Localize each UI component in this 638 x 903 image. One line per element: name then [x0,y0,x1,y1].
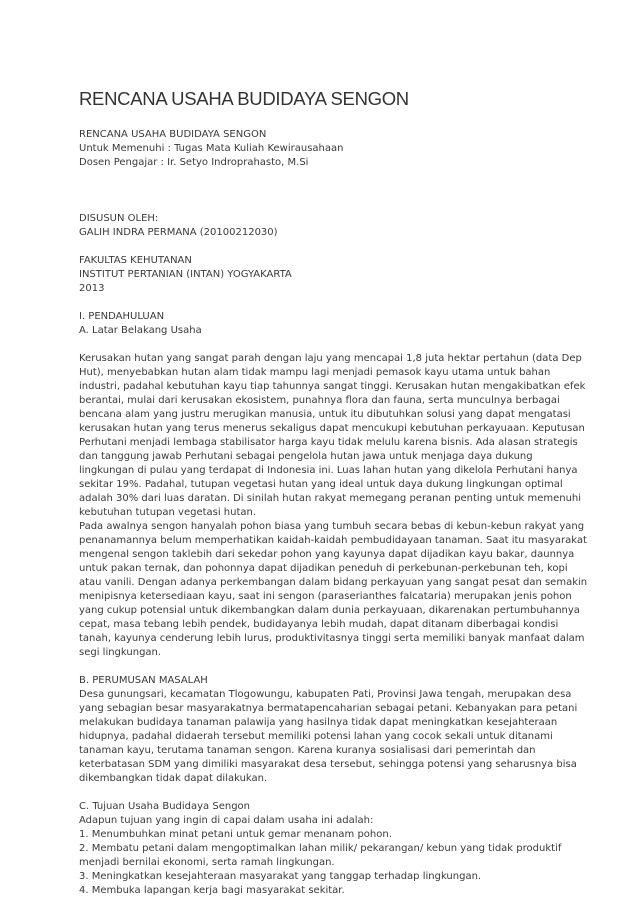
body-line: kebutuhan tutupan vegetasi hutan. [79,507,257,518]
section-heading: C. Tujuan Usaha Budidaya Sengon [79,801,250,812]
subsection-heading: A. Latar Belakang Usaha [79,325,202,336]
section-heading: I. PENDAHULUAN [79,311,165,322]
list-item: 3. Meningkatkan kesejahteraan masyarakat yang tanggap terhadap lingkungan. [79,871,482,882]
body-line: tanah, kayunya cenderung lebih lurus, produktivitasnya tinggi serta memiliki banyak manfaat dalam [79,633,585,644]
body-line: melakukan budidaya tanaman palawija yang hasilnya tidak dapat meningkatkan kesejahteraan [79,717,558,728]
body-line: bencana alam yang justru merugikan manusia, untuk itu dibutuhkan solusi yang dapat mengatasi [79,409,571,420]
list-item: menjadi bernilai ekonomi, serta ramah lingkungan. [79,857,335,868]
body-line: keterbatasan SDM yang dimiliki masyarakat desa tersebut, sehingga potensi yang seharusnya bisa [79,759,577,770]
body-line: Perhutani menjadi lembaga stabilisator harga kayu tidak melulu karena bisnis. Ada alasan strategis [79,437,578,448]
institution-line: INSTITUT PERTANIAN (INTAN) YOGYAKARTA [79,269,292,280]
body-line: tanaman kayu, terutama tanaman sengon. Karena kuranya sosialisasi dari pemerintah dan [79,745,536,756]
tujuan-section [79,800,579,898]
list-item: 4. Membuka lapangan kerja bagi masyarakat sekitar. [79,885,345,896]
list-item: 1. Menumbuhkan minat petani untuk gemar menanam pohon. [79,829,392,840]
body-line: untuk pakan ternak, dan pohonnya dapat dijadikan peneduh di perkebunan-perkebunan teh, kopi [79,563,568,574]
body-line: atau vanili. Dengan adanya perkembangan dalam bidang perkayuan yang sangat pesat dan semakin [79,577,588,588]
body-line: cepat, masa tebang lebih pendek, budidayanya lebih mudah, dapat ditanam diberbagai kondisi [79,619,559,630]
perumusan-masalah-section [79,674,579,786]
body-line: penanamannya belum memperhatikan kaidah-kaidah pembudidayaan tanaman. Saat itu masyarakat [79,535,587,546]
institution-line: FAKULTAS KEHUTANAN [79,255,192,266]
body-line: berantai, mulai dari kerusakan ekosistem, punahnya flora dan fauna, serta munculnya berbagai [79,395,560,406]
body-line: mengenal sengon taklebih dari sekedar pohon yang kayunya dapat dijadikan kayu bakar, daunnya [79,549,575,560]
author-line: DISUSUN OLEH: [79,213,159,224]
body-line: Desa gunungsari, kecamatan Tlogowungu, kabupaten Pati, Provinsi Jawa tengah, merupakan desa [79,689,572,700]
author-block [79,212,579,240]
body-line: menipisnya ketersediaan kayu, saat ini sengon (paraserianthes falcataria) merupakan jenis pohon [79,591,572,602]
body-line: Pada awalnya sengon hanyalah pohon biasa yang tumbuh secara bebas di kebun-kebun rakyat yang [79,521,585,532]
cover-block [79,128,579,170]
cover-line: RENCANA USAHA BUDIDAYA SENGON [79,129,267,140]
body-line: segi lingkungan. [79,647,162,658]
body-line: yang sebagian besar masyarakatnya bermatapencaharian sebagai petani. Kebanyakan para petani [79,703,578,714]
body-line: sekitar 19%. Padahal, tutupan vegetasi hutan yang ideal untuk daya dukung lingkungan optimal [79,479,563,490]
section-heading: B. PERUMUSAN MASALAH [79,675,208,686]
list-item: 2. Membatu petani dalam mengoptimalkan lahan milik/ pekarangan/ kebun yang tidak produktif [79,843,562,854]
institution-line: 2013 [79,283,105,294]
author-line: GALIH INDRA PERMANA (20100212030) [79,227,278,238]
cover-line: Dosen Pengajar : Ir. Setyo Indroprahasto, M.Si [79,157,309,168]
document-title: RENCANA USAHA BUDIDAYA SENGON [79,88,409,109]
section-heading-block [79,310,579,338]
body-line: dikembangkan tidak dapat dilakukan. [79,773,268,784]
body-line: industri, padahal kebutuhan kayu tiap tahunnya sangat tinggi. Kerusakan hutan mengakibatkan efek [79,381,586,392]
body-line: kerusakan hutan yang terus menerus sekaligus dapat mencukupi kebutuhan perkayuaan. Keputusan [79,423,585,434]
body-line: Kerusakan hutan yang sangat parah dengan laju yang mencapai 1,8 juta hektar pertahun (data Dep [79,353,582,364]
institution-block [79,254,579,296]
body-line: Adapun tujuan yang ingin di capai dalam usaha ini adalah: [79,815,374,826]
body-line: yang cukup potensial untuk dikembangkan dalam dunia perkayuaan, dikarenakan pertumbuhannya [79,605,580,616]
body-line: lingkungan di pulau yang terdapat di Indonesia ini. Luas lahan hutan yang dikelola Perhutani hanya [79,465,578,476]
body-line: Hut), menyebabkan hutan alam tidak mampu lagi menjadi pemasok kayu utama untuk bahan [79,367,551,378]
cover-line: Untuk Memenuhi : Tugas Mata Kuliah Kewirausahaan [79,143,344,154]
body-line: hidupnya, padahal didaerah tersebut memiliki potensi lahan yang cocok sekali untuk ditanami [79,731,553,742]
latar-belakang-paragraph [79,352,588,660]
body-line: dan tanggung jawab Perhutani sebagai pengelola hutan jawa untuk menjaga daya dukung [79,451,533,462]
document-body [79,128,588,898]
body-line: adalah 30% dari luas daratan. Di sinilah hutan rakyat memegang peranan penting untuk memenuhi [79,493,582,504]
